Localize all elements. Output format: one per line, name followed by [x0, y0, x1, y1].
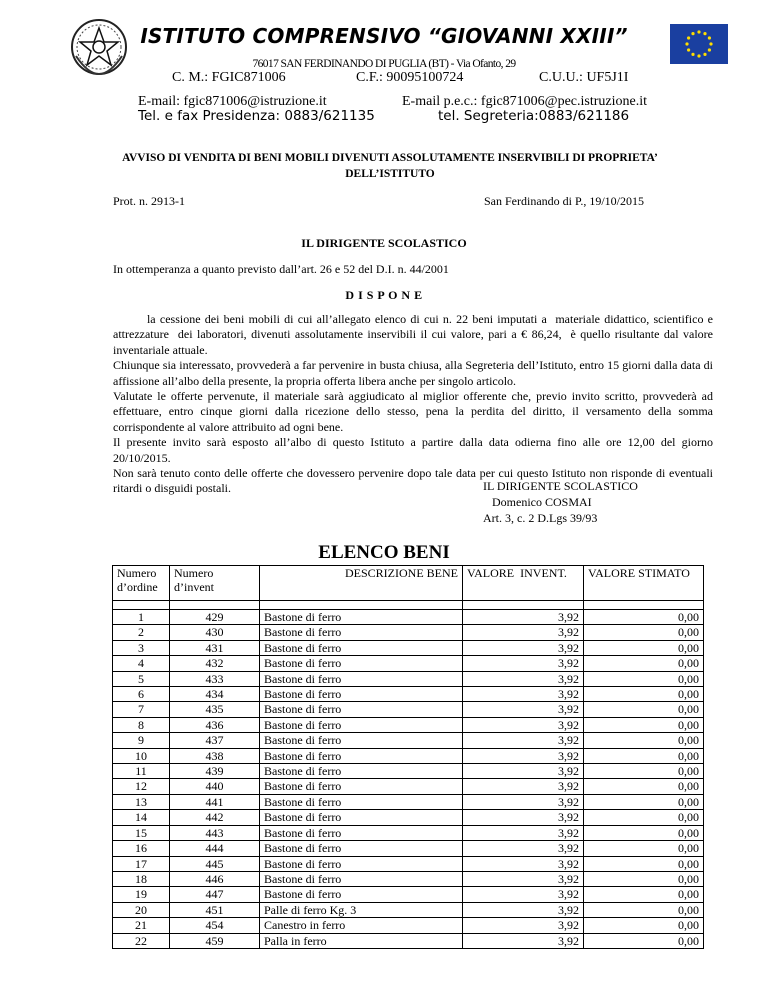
inventory-number-cell: 454 — [170, 918, 260, 933]
order-number-cell: 9 — [113, 733, 170, 748]
order-number-cell: 7 — [113, 702, 170, 717]
estimated-value-cell: 0,00 — [584, 825, 704, 840]
inventory-value-cell: 3,92 — [463, 841, 584, 856]
inventory-value-cell: 3,92 — [463, 656, 584, 671]
place-date: San Ferdinando di P., 19/10/2015 — [484, 194, 645, 208]
description-cell: Bastone di ferro — [260, 794, 463, 809]
inventory-value-cell: 3,92 — [463, 610, 584, 625]
order-number-cell: 12 — [113, 779, 170, 794]
signature-note: Art. 3, c. 2 D.Lgs 39/93 — [483, 511, 598, 525]
description-cell: Bastone di ferro — [260, 779, 463, 794]
table-row — [113, 702, 704, 717]
order-number-cell: 14 — [113, 810, 170, 825]
estimated-value-cell: 0,00 — [584, 871, 704, 886]
table-row — [113, 856, 704, 871]
table-row — [113, 687, 704, 702]
inventory-number-cell: 433 — [170, 671, 260, 686]
inventory-value-cell: 3,92 — [463, 825, 584, 840]
inventory-value-cell: 3,92 — [463, 871, 584, 886]
pec-address: E-mail p.e.c.: fgic871006@pec.istruzione.it — [402, 94, 647, 109]
inventory-number-cell: 441 — [170, 794, 260, 809]
description-cell: Bastone di ferro — [260, 625, 463, 640]
estimated-value-cell: 0,00 — [584, 656, 704, 671]
description-cell: Bastone di ferro — [260, 871, 463, 886]
table-row — [113, 717, 704, 732]
school-title: ISTITUTO COMPRENSIVO “GIOVANNI XXIII” — [140, 24, 628, 48]
inventory-number-cell: 447 — [170, 887, 260, 902]
description-cell: Canestro in ferro — [260, 918, 463, 933]
inventory-number-cell: 445 — [170, 856, 260, 871]
table-row — [113, 610, 704, 625]
inventory-number-cell: 434 — [170, 687, 260, 702]
inventory-value-cell: 3,92 — [463, 779, 584, 794]
description-cell: Bastone di ferro — [260, 733, 463, 748]
inventory-value-cell: 3,92 — [463, 856, 584, 871]
inventory-value-cell: 3,92 — [463, 671, 584, 686]
description-cell: Bastone di ferro — [260, 841, 463, 856]
inventory-number-cell: 451 — [170, 902, 260, 917]
order-number-cell: 16 — [113, 841, 170, 856]
order-number-cell: 10 — [113, 748, 170, 763]
cm-code: C. M.: FGIC871006 — [172, 70, 286, 85]
order-number-cell: 19 — [113, 887, 170, 902]
signature-role: IL DIRIGENTE SCOLASTICO — [483, 479, 638, 493]
table-row — [113, 733, 704, 748]
table-row — [113, 918, 704, 933]
inventory-number-cell: 437 — [170, 733, 260, 748]
notice-body — [113, 312, 717, 497]
spacer-cell — [584, 601, 704, 610]
spacer-cell — [463, 601, 584, 610]
inventory-number-cell: 459 — [170, 933, 260, 948]
notice-heading-line1: AVVISO DI VENDITA DI BENI MOBILI DIVENUTI ASSOLUTAMENTE INSERVIBILI DI PROPRIETA’ — [122, 152, 658, 164]
table-row — [113, 794, 704, 809]
estimated-value-cell: 0,00 — [584, 640, 704, 655]
estimated-value-cell: 0,00 — [584, 794, 704, 809]
goods-table — [112, 565, 704, 949]
table-row — [113, 671, 704, 686]
order-number-cell: 11 — [113, 764, 170, 779]
inventory-number-cell: 440 — [170, 779, 260, 794]
order-number-cell: 3 — [113, 640, 170, 655]
inventory-number-cell: 429 — [170, 610, 260, 625]
estimated-value-cell: 0,00 — [584, 779, 704, 794]
notice-heading-line2: DELL’ISTITUTO — [345, 168, 435, 180]
description-cell: Bastone di ferro — [260, 702, 463, 717]
inventory-value-cell: 3,92 — [463, 748, 584, 763]
column-header: VALORE STIMATO — [584, 566, 704, 601]
order-number-cell: 8 — [113, 717, 170, 732]
estimated-value-cell: 0,00 — [584, 887, 704, 902]
inventory-value-cell: 3,92 — [463, 887, 584, 902]
spacer-cell — [113, 601, 170, 610]
description-cell: Bastone di ferro — [260, 748, 463, 763]
inventory-value-cell: 3,92 — [463, 625, 584, 640]
spacer-cell — [260, 601, 463, 610]
order-number-cell: 21 — [113, 918, 170, 933]
order-number-cell: 17 — [113, 856, 170, 871]
inventory-number-cell: 432 — [170, 656, 260, 671]
column-header: Numero d’invent — [170, 566, 260, 601]
table-row — [113, 764, 704, 779]
description-cell: Palle di ferro Kg. 3 — [260, 902, 463, 917]
table-row — [113, 902, 704, 917]
order-number-cell: 2 — [113, 625, 170, 640]
order-number-cell: 1 — [113, 610, 170, 625]
email-address: E-mail: fgic871006@istruzione.it — [138, 94, 327, 109]
phone-segreteria: tel. Segreteria:0883/621186 — [438, 108, 630, 124]
description-cell: Palla in ferro — [260, 933, 463, 948]
notice-heading — [90, 150, 690, 182]
table-row — [113, 887, 704, 902]
table-row — [113, 748, 704, 763]
description-cell: Bastone di ferro — [260, 687, 463, 702]
description-cell: Bastone di ferro — [260, 717, 463, 732]
description-cell: Bastone di ferro — [260, 671, 463, 686]
inventory-value-cell: 3,92 — [463, 764, 584, 779]
estimated-value-cell: 0,00 — [584, 902, 704, 917]
inventory-value-cell: 3,92 — [463, 702, 584, 717]
table-row — [113, 841, 704, 856]
role-title: IL DIRIGENTE SCOLASTICO — [301, 236, 467, 250]
signature-name: Domenico COSMAI — [483, 495, 592, 509]
column-header: Numero d’ordine — [113, 566, 170, 601]
inventory-value-cell: 3,92 — [463, 640, 584, 655]
description-cell: Bastone di ferro — [260, 825, 463, 840]
cuu-code: C.U.U.: UF5J1I — [539, 70, 629, 85]
inventory-value-cell: 3,92 — [463, 794, 584, 809]
order-number-cell: 6 — [113, 687, 170, 702]
estimated-value-cell: 0,00 — [584, 841, 704, 856]
estimated-value-cell: 0,00 — [584, 717, 704, 732]
column-header: VALORE INVENT. — [463, 566, 584, 601]
estimated-value-cell: 0,00 — [584, 918, 704, 933]
elenco-title: ELENCO BENI — [318, 542, 450, 563]
description-cell: Bastone di ferro — [260, 640, 463, 655]
inventory-number-cell: 438 — [170, 748, 260, 763]
inventory-number-cell: 446 — [170, 871, 260, 886]
inventory-value-cell: 3,92 — [463, 733, 584, 748]
estimated-value-cell: 0,00 — [584, 810, 704, 825]
table-row — [113, 656, 704, 671]
inventory-value-cell: 3,92 — [463, 717, 584, 732]
inventory-value-cell: 3,92 — [463, 902, 584, 917]
estimated-value-cell: 0,00 — [584, 764, 704, 779]
inventory-number-cell: 431 — [170, 640, 260, 655]
spacer-cell — [170, 601, 260, 610]
inventory-number-cell: 444 — [170, 841, 260, 856]
table-row — [113, 640, 704, 655]
preamble: In ottemperanza a quanto previsto dall’art. 26 e 52 del D.I. n. 44/2001 — [113, 262, 449, 276]
cf-code: C.F.: 90095100724 — [356, 70, 464, 85]
school-address: 76017 SAN FERDINANDO DI PUGLIA (BT) - Via Ofanto, 29 — [252, 58, 516, 70]
inventory-value-cell: 3,92 — [463, 810, 584, 825]
table-row — [113, 825, 704, 840]
estimated-value-cell: 0,00 — [584, 687, 704, 702]
inventory-number-cell: 443 — [170, 825, 260, 840]
description-cell: Bastone di ferro — [260, 764, 463, 779]
notice-paragraph: Il presente invito sarà esposto all’albo di questo Istituto a partire dalla data odierna fino alle ore 12,00 del giorno 20/10/2015. — [113, 435, 713, 465]
table-row — [113, 625, 704, 640]
table-row — [113, 933, 704, 948]
notice-paragraph: Valutate le offerte pervenute, il materiale sarà aggiudicato al miglior offerente che, previo invito scritto, provvederà ad effettuare, entro cinque giorni dalla ricezione dello stesso, pena la perdita del diritto, il versamento della somma corrispondente al valore attribuito ad ogni bene. — [113, 389, 713, 434]
notice-paragraph: Chiunque sia interessato, provvederà a far pervenire in busta chiusa, alla Segreteria dell’Istituto, entro 15 giorni dalla data di affissione all’albo della presente, la propria offerta libera anche per singolo articolo. — [113, 358, 713, 388]
inventory-value-cell: 3,92 — [463, 933, 584, 948]
order-number-cell: 22 — [113, 933, 170, 948]
estimated-value-cell: 0,00 — [584, 856, 704, 871]
notice-paragraph: Non sarà tenuto conto delle offerte che dovessero pervenire dopo tale data per cui questo Istituto non risponde di eventuali ritardi o disguidi postali. — [113, 466, 713, 496]
table-spacer-row — [113, 601, 704, 610]
inventory-value-cell: 3,92 — [463, 687, 584, 702]
description-cell: Bastone di ferro — [260, 656, 463, 671]
order-number-cell: 18 — [113, 871, 170, 886]
table-row — [113, 810, 704, 825]
description-cell: Bastone di ferro — [260, 856, 463, 871]
order-number-cell: 15 — [113, 825, 170, 840]
estimated-value-cell: 0,00 — [584, 671, 704, 686]
inventory-value-cell: 3,92 — [463, 918, 584, 933]
phone-presidenza: Tel. e fax Presidenza: 0883/621135 — [138, 108, 375, 124]
dispone-heading: D I S P O N E — [345, 288, 423, 302]
signature-block — [483, 478, 638, 526]
order-number-cell: 5 — [113, 671, 170, 686]
column-header: DESCRIZIONE BENE — [260, 566, 463, 601]
estimated-value-cell: 0,00 — [584, 702, 704, 717]
estimated-value-cell: 0,00 — [584, 733, 704, 748]
inventory-number-cell: 442 — [170, 810, 260, 825]
order-number-cell: 13 — [113, 794, 170, 809]
inventory-number-cell: 439 — [170, 764, 260, 779]
estimated-value-cell: 0,00 — [584, 625, 704, 640]
estimated-value-cell: 0,00 — [584, 933, 704, 948]
table-row — [113, 779, 704, 794]
description-cell: Bastone di ferro — [260, 610, 463, 625]
table-row — [113, 871, 704, 886]
description-cell: Bastone di ferro — [260, 887, 463, 902]
inventory-number-cell: 436 — [170, 717, 260, 732]
protocol-number: Prot. n. 2913-1 — [113, 194, 185, 208]
notice-paragraph: la cessione dei beni mobili di cui all’allegato elenco di cui n. 22 beni imputati a materiale didattico, scientifico e attrezzature dei laboratori, divenuti assolutamente inservibili il cui valore, pari a € 86,24, è quello risultante dal valore inventariale attuale. — [113, 312, 717, 357]
inventory-number-cell: 435 — [170, 702, 260, 717]
goods-table-body — [113, 601, 704, 949]
description-cell: Bastone di ferro — [260, 810, 463, 825]
inventory-number-cell: 430 — [170, 625, 260, 640]
order-number-cell: 20 — [113, 902, 170, 917]
estimated-value-cell: 0,00 — [584, 748, 704, 763]
table-header-row — [113, 566, 704, 601]
order-number-cell: 4 — [113, 656, 170, 671]
estimated-value-cell: 0,00 — [584, 610, 704, 625]
